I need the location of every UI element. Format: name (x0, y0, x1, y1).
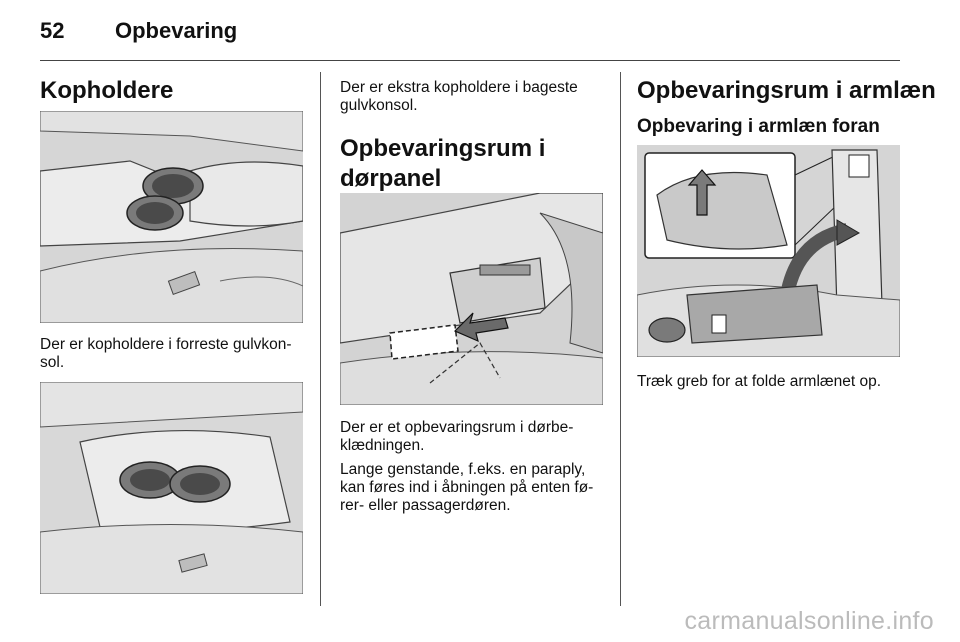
watermark-text: carmanualsonline.info (684, 607, 934, 635)
subheading-front-armrest: Opbevaring i armlæn foran (637, 116, 880, 137)
column-separator (620, 72, 621, 606)
door-storage-long-items-text: Lange genstande, f.eks. en paraply, kan føres ind i åbningen på enten fø- rer- eller passagerdøren. (340, 461, 594, 514)
header-rule (40, 60, 900, 61)
front-cupholder-illustration (40, 111, 303, 323)
armrest-instruction-text: Træk greb for at folde armlænet op. (637, 373, 882, 390)
chapter-title: Opbevaring (115, 18, 238, 43)
armrest-illustration (637, 145, 900, 357)
section-heading-cupholders: Kopholdere (40, 77, 174, 104)
rear-cupholder-text: Der er ekstra kopholdere i bageste gulvkonsol. (340, 79, 578, 114)
front-cupholder-caption: Der er kopholdere i forreste gulvkon- sol. (40, 336, 292, 371)
door-panel-illustration (340, 193, 603, 405)
door-storage-text: Der er et opbevaringsrum i dørbe- klædningen. (340, 419, 574, 454)
section-heading-door-storage: Opbevaringsrum i dørpanel (340, 135, 546, 192)
column-separator (320, 72, 321, 606)
page-number: 52 (40, 18, 65, 43)
section-heading-armrest-storage: Opbevaringsrum i armlæn (637, 77, 936, 104)
rear-cupholder-illustration (40, 382, 303, 594)
